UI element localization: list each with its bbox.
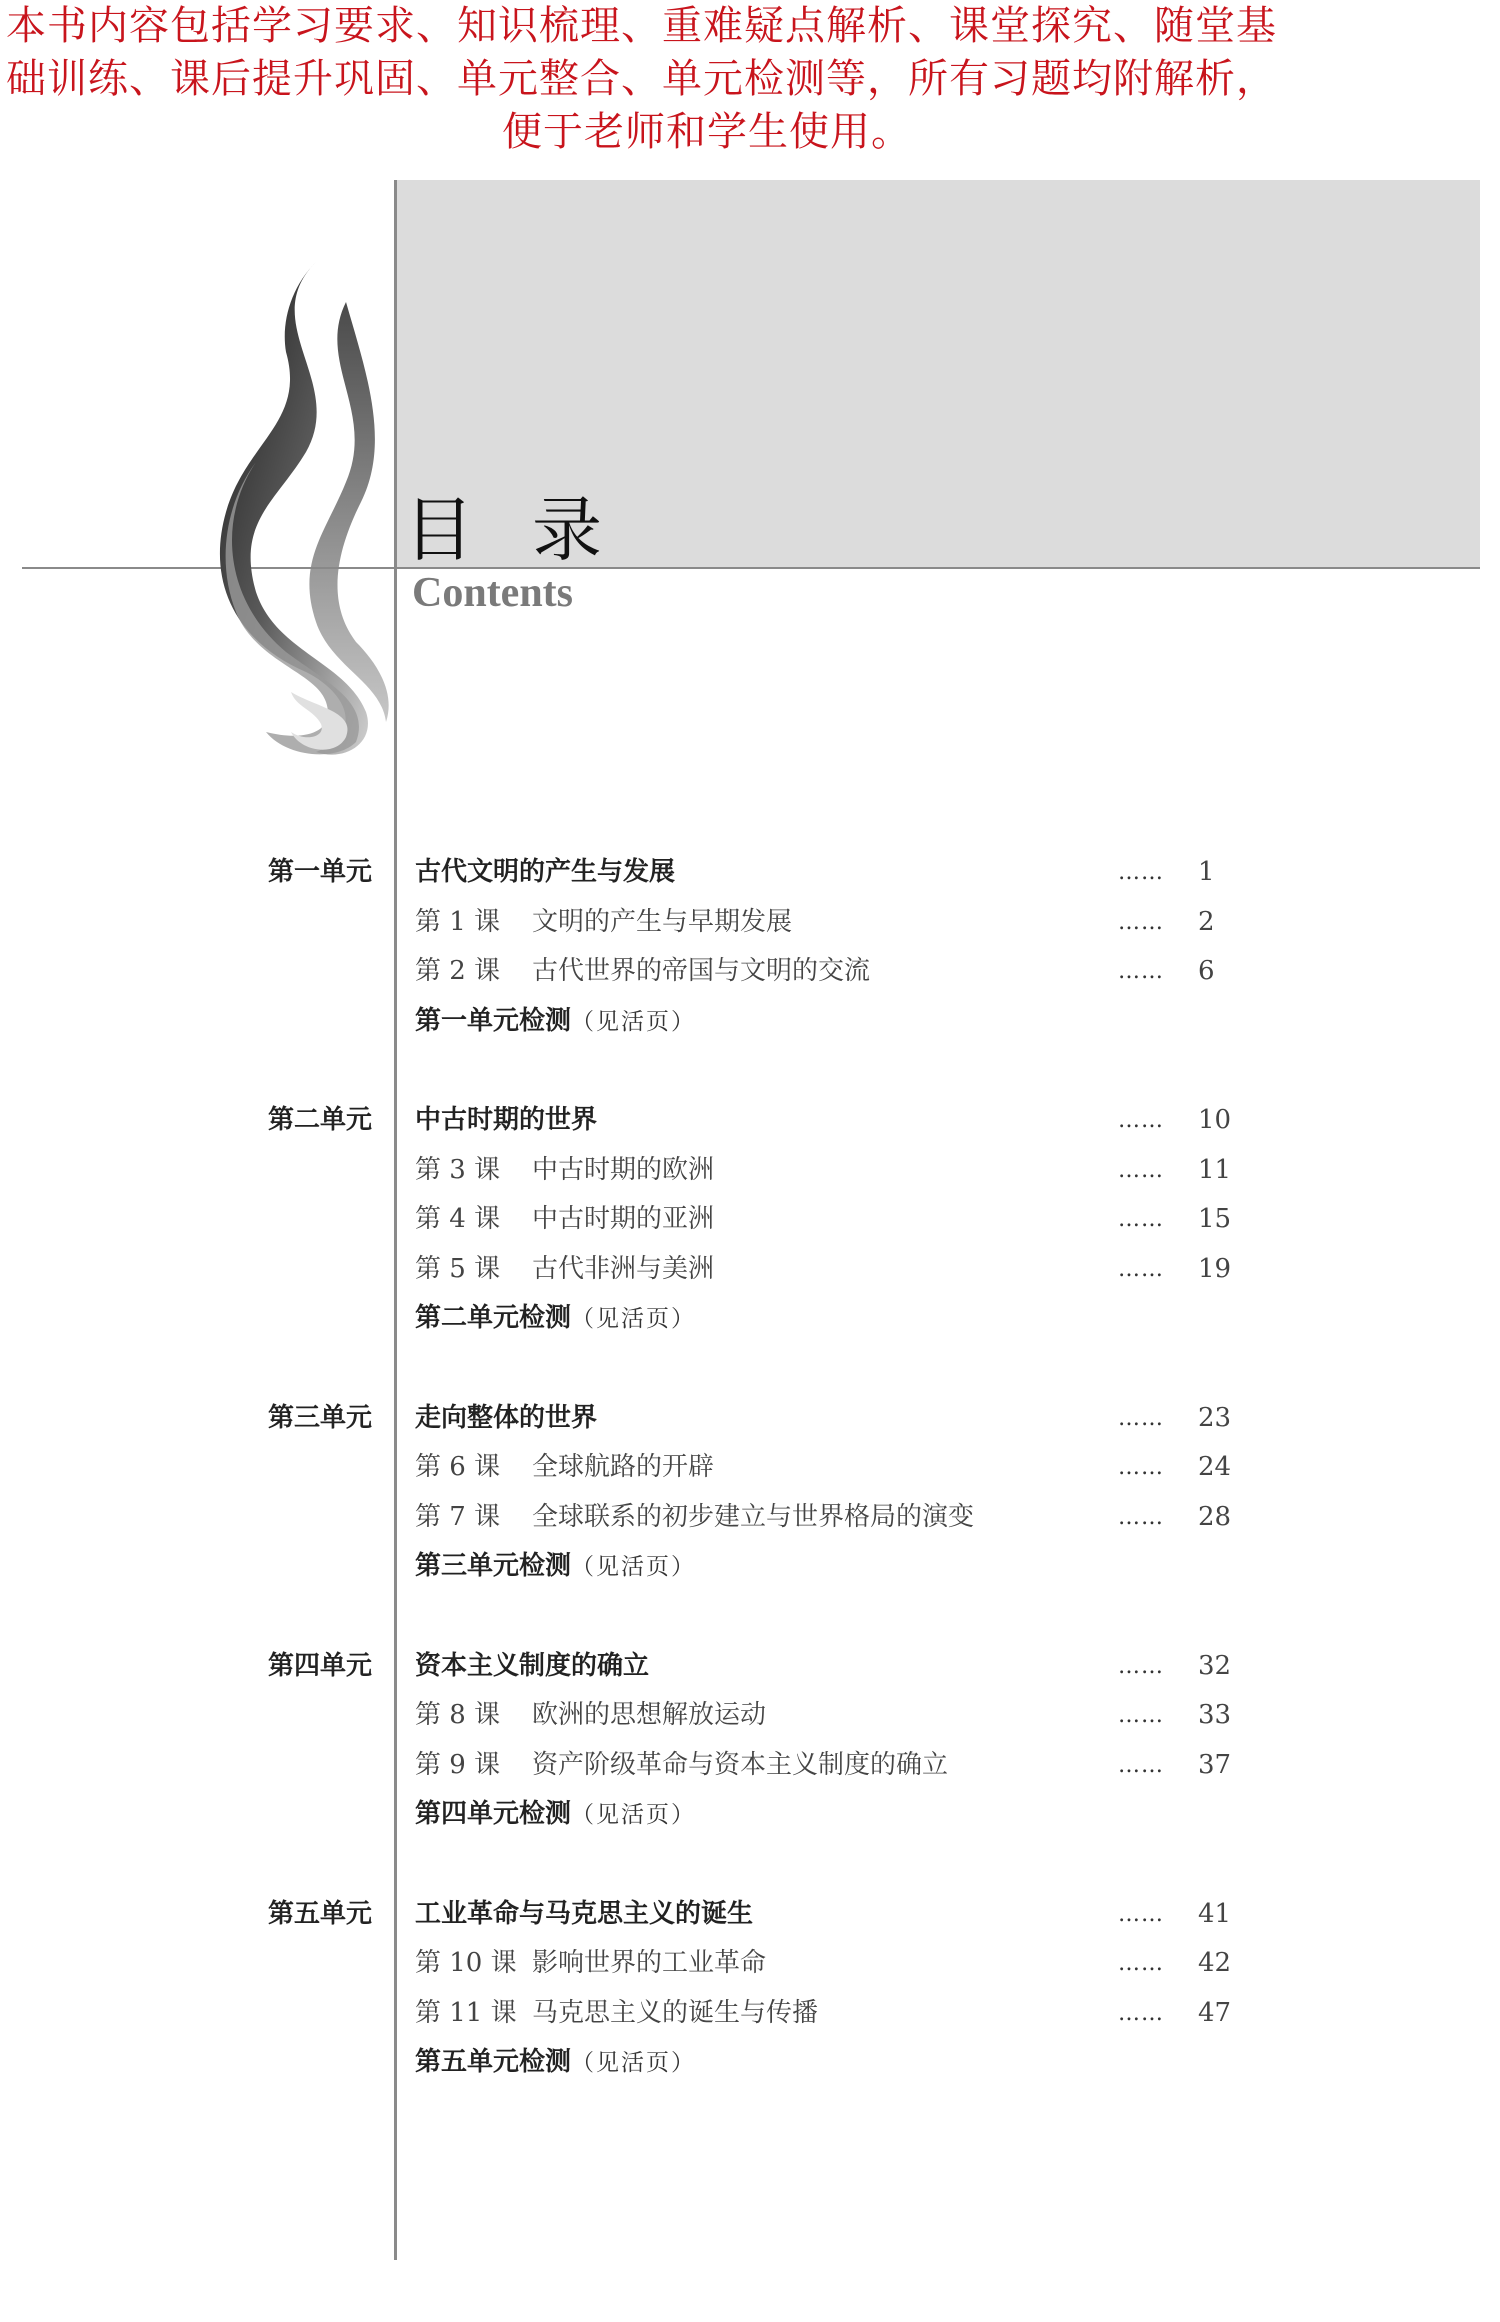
promo-notice [6,0,1500,159]
unit-heading-row[interactable] [0,1394,1500,1444]
leader-dots: …… [1118,1951,1164,1976]
unit-title: 走向整体的世界 [415,1402,598,1433]
leader-dots: …… [1118,909,1164,935]
lesson-row[interactable] [0,898,1500,948]
lesson-number: 第 2 课 [415,956,501,986]
table-of-contents [0,848,1500,2138]
leader-dots: …… [1118,1207,1164,1232]
leader-dots: …… [1118,1703,1164,1728]
leader-dots: …… [1118,1653,1164,1679]
leader-dots: …… [1118,959,1164,984]
unit-test [415,1542,696,1593]
page-number: 11 [1198,1154,1232,1185]
unit-test-note: （见活页） [571,1554,697,1580]
promo-notice-line-1: 本书内容包括学习要求、知识梳理、重难疑点解析、课堂探究、随堂基 [6,3,1277,49]
lesson-number: 第 6 课 [415,1452,501,1482]
leader-dots: …… [1118,1901,1164,1927]
unit-heading-row[interactable] [0,1890,1500,1940]
lesson-row[interactable] [0,1691,1500,1741]
promo-notice-line-3: 便于老师和学生使用。 [502,109,912,155]
unit-title: 资本主义制度的确立 [415,1650,650,1681]
lesson-row[interactable] [0,1146,1500,1196]
unit-label: 第一单元 [268,857,373,887]
unit-test-title: 第三单元检测 [415,1551,572,1581]
lesson-number: 第 3 课 [415,1154,501,1185]
unit-title: 工业革命与马克思主义的诞生 [415,1898,754,1929]
toc-subtitle: Contents [412,570,574,616]
lesson-row[interactable] [0,1443,1500,1493]
unit-label: 第三单元 [268,1402,373,1433]
lesson-title: 文明的产生与早期发展 [532,906,793,937]
page-number: 19 [1198,1253,1232,1284]
unit-test-note: （见活页） [571,1008,697,1035]
lesson-row[interactable] [0,1989,1500,2039]
leader-dots: …… [1118,1455,1164,1480]
unit-label: 第四单元 [268,1650,373,1681]
lesson-row[interactable] [0,1741,1500,1791]
page-number: 33 [1198,1700,1232,1730]
lesson-row[interactable] [0,1195,1500,1245]
leader-dots: …… [1118,1157,1164,1183]
lesson-number: 第 11 课 [415,1997,517,2028]
unit-test-title: 第四单元检测 [415,1799,572,1829]
unit-test [415,1294,696,1345]
page-number: 42 [1198,1948,1232,1978]
lesson-row[interactable] [0,1245,1500,1295]
lesson-number: 第 8 课 [415,1700,501,1730]
lesson-number: 第 7 课 [415,1501,501,1532]
unit-title: 中古时期的世界 [415,1105,598,1135]
unit-test-row[interactable] [0,2038,1500,2088]
lesson-number: 第 10 课 [415,1948,517,1978]
lesson-row[interactable] [0,1493,1500,1543]
lesson-title: 全球联系的初步建立与世界格局的演变 [532,1501,975,1532]
leader-dots: …… [1118,1504,1164,1530]
unit-test [415,2038,696,2089]
leader-dots: …… [1118,1405,1164,1431]
lesson-title: 中古时期的亚洲 [532,1204,715,1234]
page-number: 37 [1198,1749,1232,1780]
toc-title: 目录 [404,489,660,571]
unit-test-note: （见活页） [571,2050,697,2076]
lesson-title: 全球航路的开辟 [532,1452,715,1482]
lesson-title: 欧洲的思想解放运动 [532,1700,767,1730]
leader-dots: …… [1118,1752,1164,1778]
toc-unit [0,1890,1500,2088]
unit-test-title: 第一单元检测 [415,1005,572,1036]
unit-heading-row[interactable] [0,848,1500,898]
unit-test-row[interactable] [0,1790,1500,1840]
page-number: 41 [1198,1898,1232,1929]
unit-test-note: （见活页） [571,1802,697,1828]
leader-dots: …… [1118,860,1164,885]
page-number: 15 [1198,1204,1232,1234]
lesson-row[interactable] [0,1939,1500,1989]
page-number: 28 [1198,1501,1232,1532]
page-number: 23 [1198,1402,1232,1433]
page-number: 6 [1198,956,1215,986]
lesson-number: 第 4 课 [415,1204,501,1234]
unit-heading-row[interactable] [0,1096,1500,1146]
page-number: 2 [1198,906,1215,937]
unit-title: 古代文明的产生与发展 [415,857,676,887]
unit-test-row[interactable] [0,997,1500,1047]
page-number: 1 [1198,857,1215,887]
unit-test-row[interactable] [0,1542,1500,1592]
page-number: 47 [1198,1997,1232,2028]
unit-test-title: 第二单元检测 [415,1303,572,1333]
toc-unit [0,1394,1500,1592]
page-number: 32 [1198,1650,1232,1681]
lesson-number: 第 1 课 [415,906,501,937]
unit-test-note: （见活页） [571,1306,697,1332]
flame-decoration-icon [196,262,406,762]
unit-label: 第五单元 [268,1898,373,1929]
lesson-title: 资产阶级革命与资本主义制度的确立 [532,1749,949,1780]
unit-test [415,997,696,1048]
toc-unit [0,1642,1500,1840]
lesson-title: 马克思主义的诞生与传播 [532,1997,819,2028]
toc-unit [0,1096,1500,1344]
lesson-title: 古代世界的帝国与文明的交流 [532,956,871,986]
page-number: 24 [1198,1452,1232,1482]
leader-dots: …… [1118,1256,1164,1282]
lesson-number: 第 5 课 [415,1253,501,1284]
unit-test-row[interactable] [0,1294,1500,1344]
unit-test-title: 第五单元检测 [415,2047,572,2077]
lesson-row[interactable] [0,947,1500,997]
page-number: 10 [1198,1105,1232,1135]
unit-label: 第二单元 [268,1105,373,1135]
lesson-title: 中古时期的欧洲 [532,1154,715,1185]
unit-test [415,1790,696,1841]
leader-dots: …… [1118,1108,1164,1133]
leader-dots: …… [1118,2000,1164,2026]
lesson-title: 影响世界的工业革命 [532,1948,767,1978]
promo-notice-line-2: 础训练、课后提升巩固、单元整合、单元检测等，所有习题均附解析， [6,56,1277,102]
unit-heading-row[interactable] [0,1642,1500,1692]
toc-unit [0,848,1500,1046]
lesson-title: 古代非洲与美洲 [532,1253,715,1284]
lesson-number: 第 9 课 [415,1749,501,1780]
